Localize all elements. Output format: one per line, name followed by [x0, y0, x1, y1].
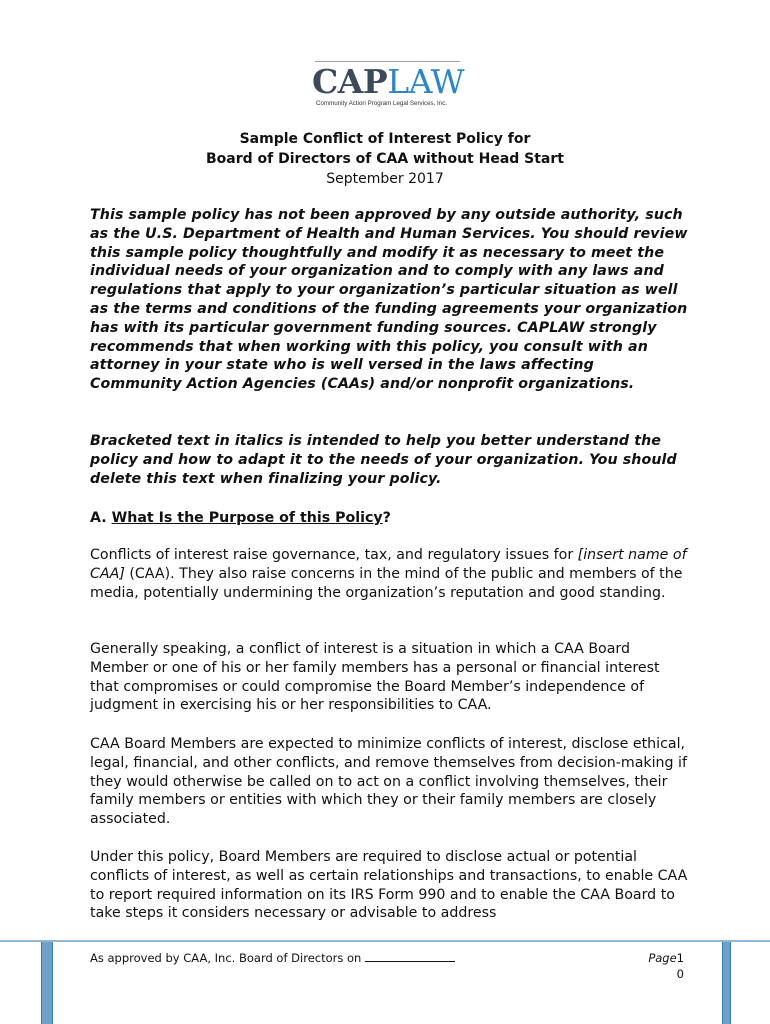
title-line-1: Sample Conflict of Interest Policy for: [239, 131, 531, 147]
title-line-2: Board of Directors of CAA without Head Start: [206, 151, 564, 167]
p1-insert-placeholder: [insert name of CAA]: [90, 547, 687, 582]
footer-approved-text: As approved by CAA, Inc. Board of Directors on: [90, 951, 365, 965]
logo-subtitle: Community Action Program Legal Services, Inc.: [316, 100, 448, 107]
page-label: Page: [648, 951, 677, 965]
approval-date-blank: [365, 951, 455, 962]
page-number-value: 1: [676, 951, 684, 965]
section-a-label: A.: [90, 510, 107, 526]
section-a-paragraph-1: [90, 546, 690, 602]
bracketed-text-note: Bracketed text in italics is intended to help you better understand the policy and how to adapt it to the needs of your organization. You should delete this text when finalizing your policy.: [90, 433, 677, 487]
document-title: [0, 129, 770, 189]
disclaimer-paragraph: This sample policy has not been approved by any outside authority, such as the U.S. Department of Health and Human Services. You should review this sample policy thoughtfully and modify it as necessary to meet the individual needs of your organization and to comply with any laws and regulations that apply to your organization’s particular situation as well as the terms and conditions of the funding agreements your organization has with its particular government funding sources. CAPLAW strongly recommends that when working with this policy, you consult with an attorney in your state who is well versed in the laws affecting Community Action Agencies (CAAs) and/or nonprofit organizations.: [90, 207, 688, 393]
section-a-title: What Is the Purpose of this Policy: [111, 510, 383, 526]
footer-rule: [0, 940, 770, 942]
footer-left-bar: [41, 942, 53, 1024]
section-a-paragraph-2: Generally speaking, a conflict of interest is a situation in which a CAA Board Member or one of his or her family members has a personal or financial interest that compromises or could compromise the Board Member’s independence of judgment in exercising his or her responsibilities to CAA.: [90, 641, 660, 714]
caplaw-logo: [312, 62, 465, 108]
section-a-paragraph-4: Under this policy, Board Members are required to disclose actual or potential conflicts of interest, as well as certain relationships and transactions, to enable CAA to report required information on its IRS Form 990 and to enable the CAA Board to take steps it considers necessary or advisable to address: [90, 849, 688, 922]
logo-wordmark: CAPLAW: [312, 62, 465, 101]
page-number: [640, 950, 684, 982]
footer-approval-line: [90, 950, 455, 966]
footer-right-bar: [722, 942, 731, 1024]
p1-text-before: Conflicts of interest raise governance, tax, and regulatory issues for: [90, 547, 578, 563]
page-number-suffix: 0: [676, 967, 684, 981]
section-a-paragraph-3: CAA Board Members are expected to minimize conflicts of interest, disclose ethical, legal, financial, and other conflicts, and remove themselves from decision-making if they would otherwise be called on to act on a conflict involving themselves, their family members or entities with which they or their family members are closely associated.: [90, 736, 687, 828]
section-a-question-mark: ?: [382, 510, 391, 526]
p1-text-after: (CAA). They also raise concerns in the mind of the public and members of the media, potentially undermining the organization’s reputation and good standing.: [90, 565, 683, 601]
section-a-heading: [90, 508, 391, 528]
title-date: September 2017: [326, 171, 444, 187]
